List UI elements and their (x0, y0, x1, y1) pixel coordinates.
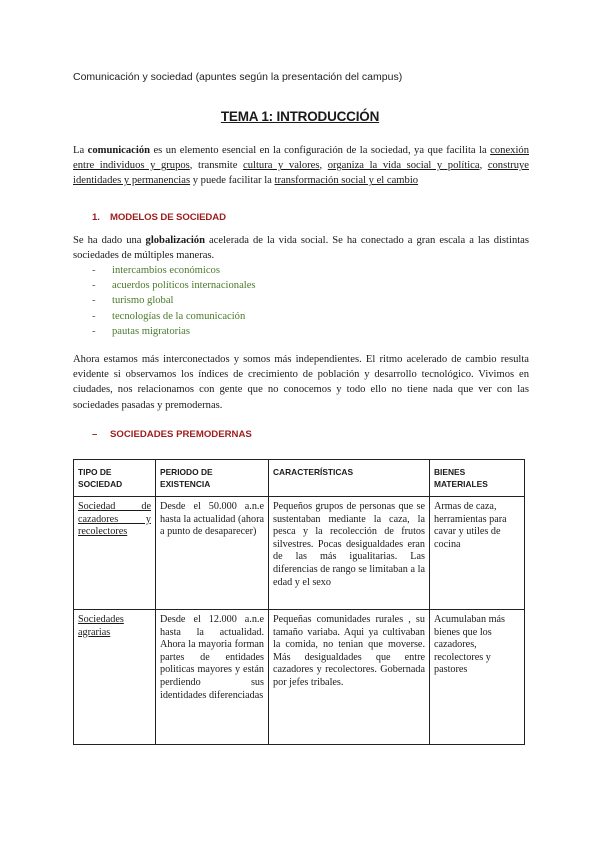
cell-periodo: Desde el 12.000 a.n.e hasta la actualidad. Ahora la mayoria forman partes de entidades politicas mayores y están perdiendo sus identidades diferenciadas (156, 610, 269, 745)
subsection-heading-premodernas: – SOCIEDADES PREMODERNAS (92, 429, 252, 440)
list-item: - tecnologías de la comunicación (92, 309, 256, 324)
cell-tipo: Sociedad de cazadores y recolectores (74, 497, 156, 610)
bold-globalizacion: globalización (145, 235, 205, 246)
intro-paragraph: La comunicación es un elemento esencial en la configuración de la sociedad, ya que facilita la conexión entre individuos y grupos, transmite cultura y valores, organiza la vida social y política, construye identidades y permanencias y puede facilitar la transformación social y el cambio (73, 145, 530, 187)
cell-bienes: Armas de caza, herramientas para cavar y utiles de cocina (430, 497, 525, 610)
header-caracteristicas: CARACTERÍSTICAS (269, 460, 430, 497)
bold-comunicacion: comunicación (87, 145, 151, 156)
list-item: - turismo global (92, 293, 256, 308)
table-header-row (74, 460, 525, 497)
cell-caracteristicas: Pequeñas comunidades rurales , su tamaño variaba. Aqui ya cultivaban la comida, no tenian que moverse. Más desigualdades que entre cazadores y recolectores. Gobernada por jefes tribales. (269, 610, 430, 745)
underline-organiza: organiza la vida social y política (327, 160, 480, 172)
header-note: Comunicación y sociedad (apuntes según la presentación del campus) (73, 71, 403, 83)
table-row (74, 497, 525, 610)
list-item: - acuerdos políticos internacionales (92, 278, 256, 293)
header-tipo: TIPO DE SOCIEDAD (74, 460, 156, 497)
cell-periodo: Desde el 50.000 a.n.e hasta la actualidad (ahora a punto de desaparecer) (156, 497, 269, 610)
globalizacion-paragraph: Se ha dado una globalización acelerada de la vida social. Se ha conectado a gran escala a las distintas sociedades de múltiples maneras. (73, 235, 530, 262)
header-bienes: BIENES MATERIALES (430, 460, 525, 497)
underline-cultura: cultura y valores (243, 160, 320, 172)
cell-tipo: Sociedades agrarias (74, 610, 156, 745)
header-periodo: PERIODO DE EXISTENCIA (156, 460, 269, 497)
table-row (74, 610, 525, 745)
underline-conexion: conexión entre individuos y grupos (73, 145, 530, 172)
premodern-societies-table (73, 459, 525, 745)
underline-construye: construye identidades y permanencias (73, 160, 529, 187)
list-item: - pautas migratorias (92, 324, 256, 339)
page-title: TEMA 1: INTRODUCCIÓN (220, 109, 380, 124)
underline-transformacion: transformación social y el cambio (274, 175, 419, 187)
cell-caracteristicas: Pequeños grupos de personas que se sustentaban mediante la caza, la pesca y la recolección de frutos silvestres. Pocas desigualdades eran de las más igualitarias. Las diferencias de rango se limitaban a la edad y el sexo (269, 497, 430, 610)
cell-bienes: Acumulaban más bienes que los cazadores, recolectores y pastores (430, 610, 525, 745)
globalization-list (92, 263, 256, 339)
section-heading-modelos: 1. MODELOS DE SOCIEDAD (92, 212, 226, 223)
interconnection-paragraph: Ahora estamos más interconectados y somos más independientes. El ritmo acelerado de cambio resulta evidente si observamos los índices de crecimiento de población y desarrollo tecnológico. Vivimos en ciudades, nos relacionamos con gente que no conocemos y todo ello no tiene nada que ver con las sociedades pasadas y premodernas. (73, 354, 529, 411)
list-item: - intercambios económicos (92, 263, 256, 278)
